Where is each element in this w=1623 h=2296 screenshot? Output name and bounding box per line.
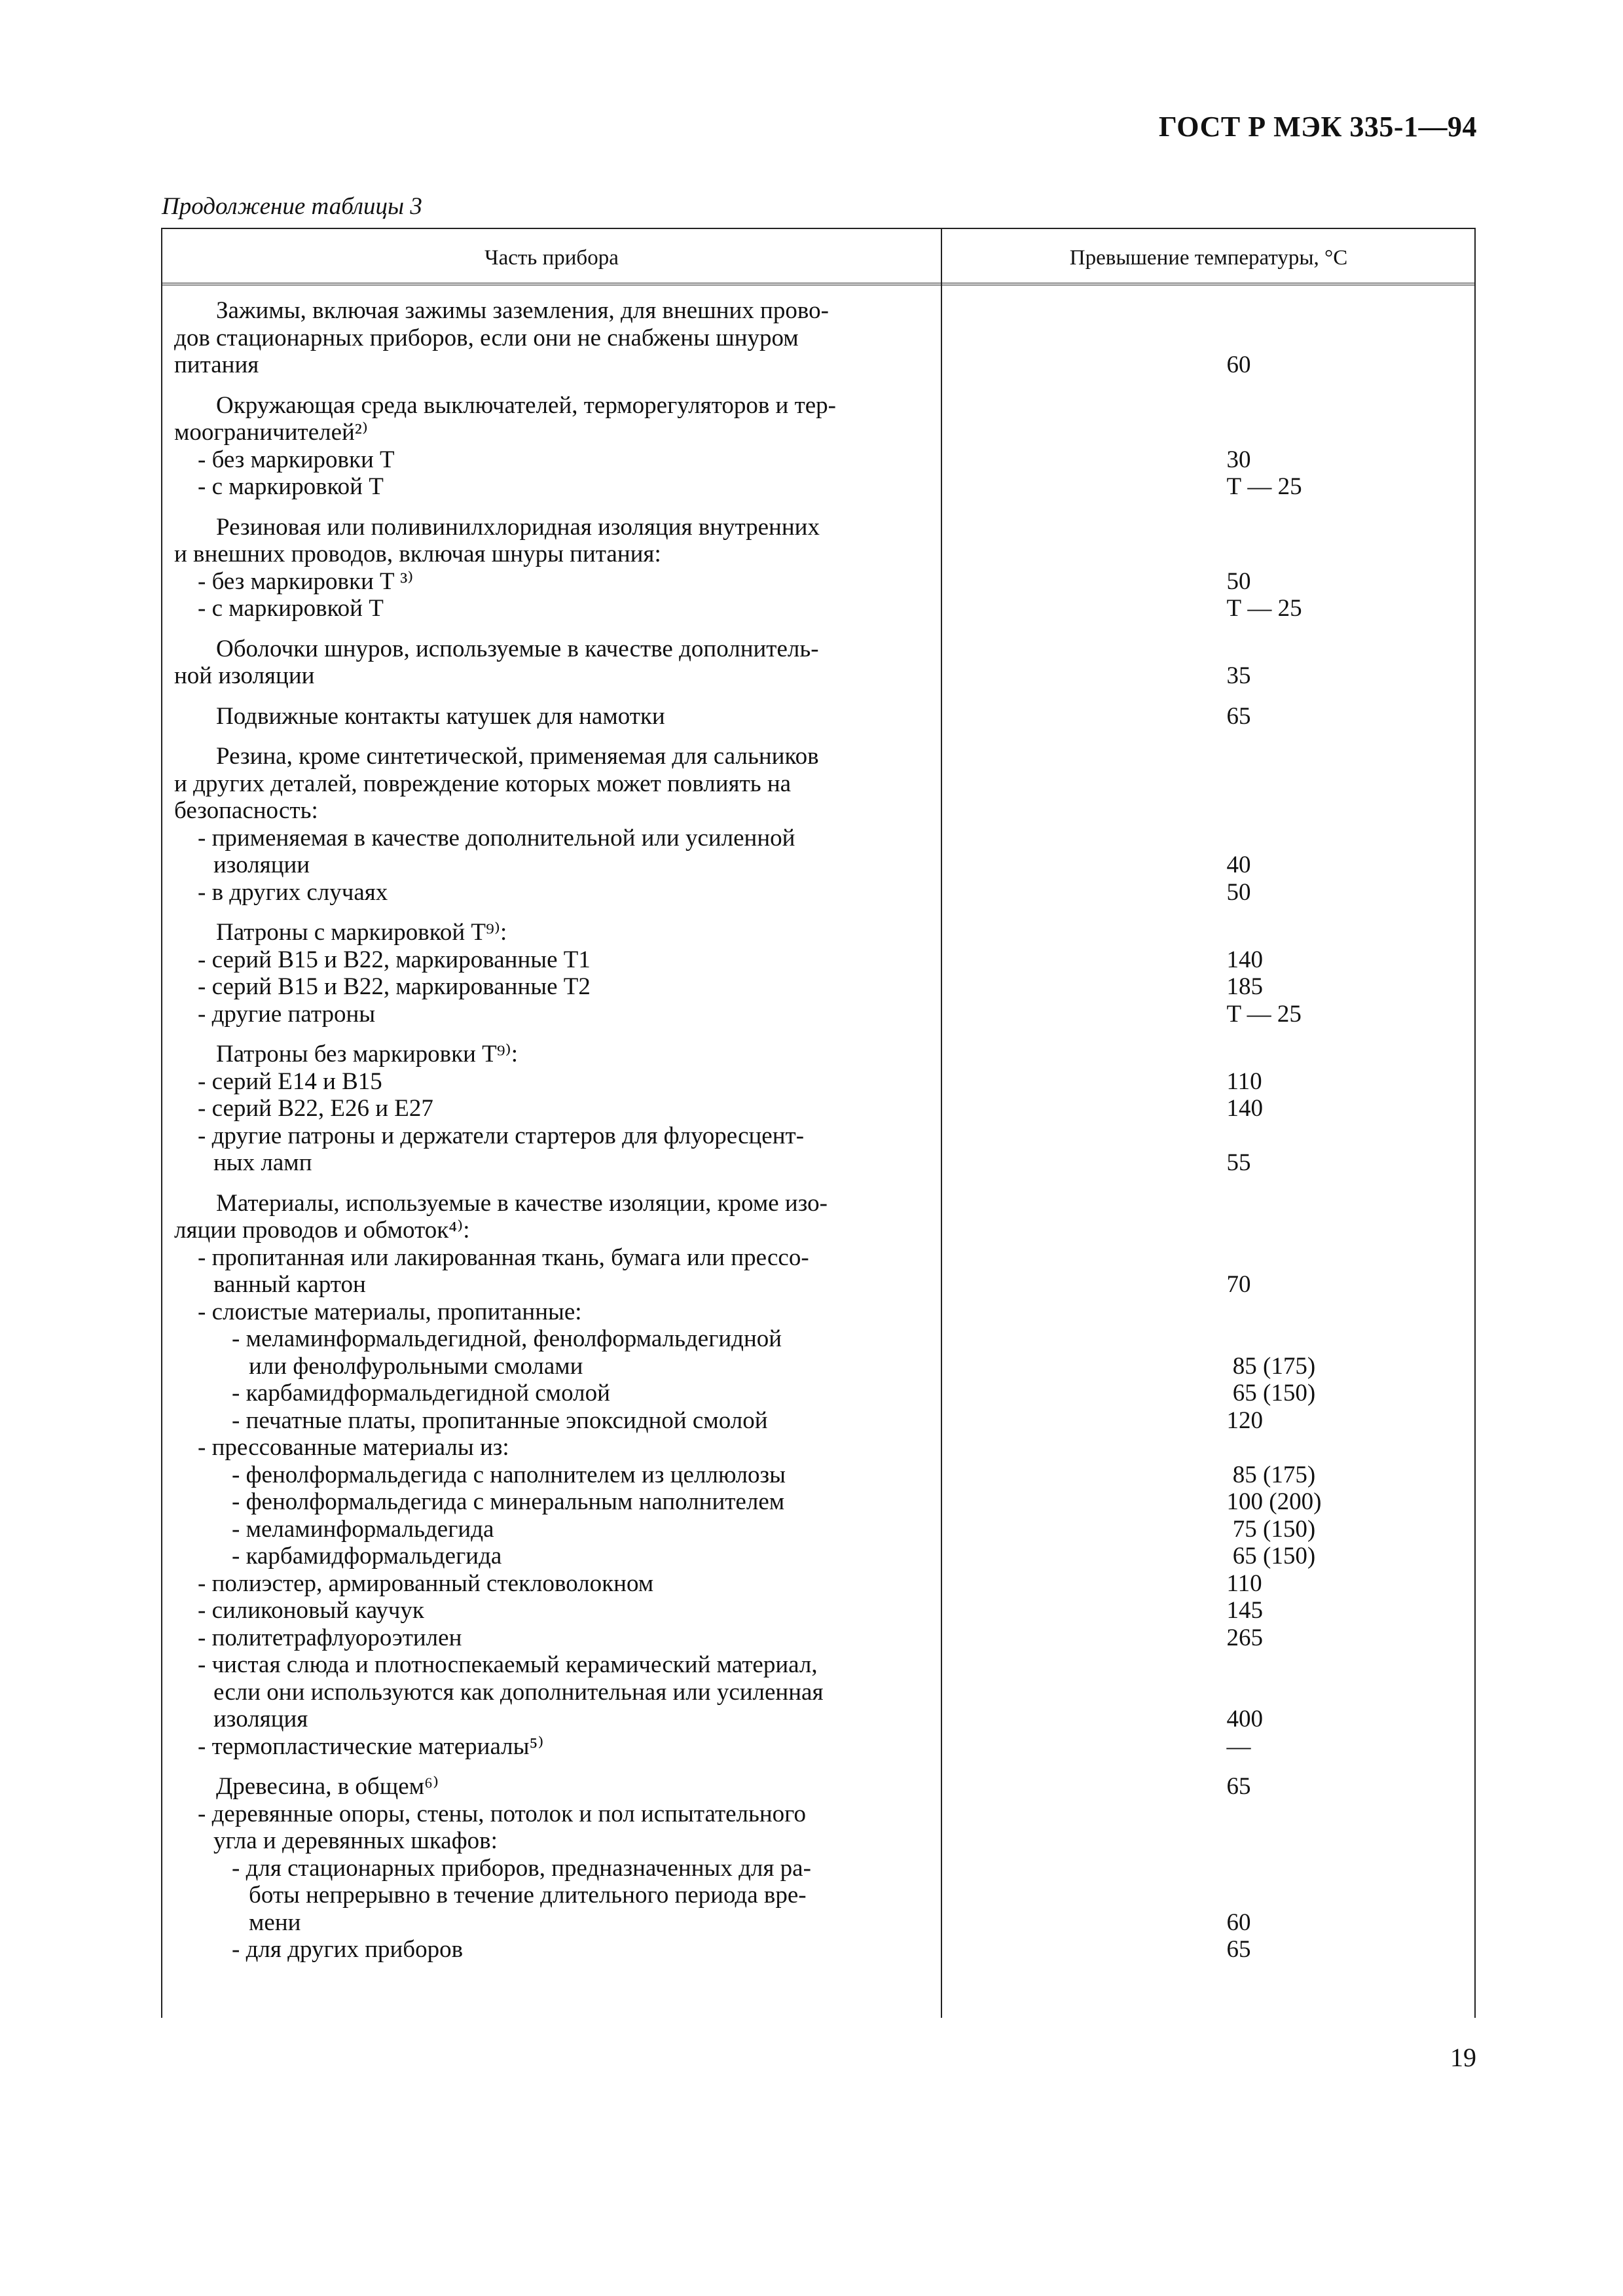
table-row [162,919,1474,946]
table-row [162,1679,1474,1706]
table-row [162,325,1474,352]
row-part-text: - деревянные опоры, стены, потолок и пол испытательного [198,1800,806,1827]
row-part-text: если они используются как дополнительная или усиленная [213,1678,824,1706]
row-gap [162,1177,1474,1190]
row-part-text: - с маркировкой T [198,473,384,500]
row-temperature-value: 145 [1226,1597,1263,1624]
row-part-text: Оболочки шнуров, используемые в качестве дополнитель- [216,635,819,662]
table-row [162,1244,1474,1272]
row-part-text: Патроны без маркировки T⁹⁾: [216,1041,519,1067]
row-temperature-value [940,1122,1475,1150]
table-row [162,1855,1474,1882]
row-part-text: моограничителей²⁾ [174,419,368,446]
row-part-text: - серий B22, E26 и E27 [198,1095,433,1122]
row-part-text: - для стационарных приборов, предназначенных для ра- [232,1854,811,1882]
table-row [162,1299,1474,1326]
table-row [162,1001,1474,1028]
table-row [162,770,1474,798]
row-temperature-value [940,1679,1474,1706]
row-part-text: и внешних проводов, включая шнуры питания: [174,541,661,567]
row-part-text: - полиэстер, армированный стекловолокном [198,1570,654,1597]
row-part-text: - политетрафлуороэтилен [198,1624,462,1651]
table-row [162,446,1474,474]
table-row [162,946,1474,974]
row-temperature-value [940,1325,1474,1353]
row-temperature-value [940,1299,1475,1326]
row-part-text: Патроны с маркировкой T⁹⁾: [216,919,507,946]
document-code: ГОСТ Р МЭК 335-1—94 [1158,111,1477,143]
row-part-text: - в других случаях [198,878,388,906]
row-part-text: изоляции [213,852,310,878]
row-temperature-value [940,419,1475,446]
row-temperature-value: 50 [1226,878,1251,906]
row-temperature-value: 400 [1226,1706,1264,1732]
table-row [162,1041,1474,1068]
table-row [162,568,1474,596]
row-temperature-value: 185 [1226,973,1263,1000]
row-part-text: - для других приборов [232,1936,464,1963]
row-temperature-value: 65 (150) [1226,1380,1316,1407]
row-part-text: угла и деревянных шкафов: [213,1827,498,1854]
table-row [162,351,1474,379]
table-row [162,1570,1474,1598]
row-part-text: - карбамидформальдегидной смолой [232,1380,610,1407]
row-part-text: дов стационарных приборов, если они не снабжены шнуром [174,324,799,351]
table-row [162,297,1474,325]
table-row [162,1095,1474,1122]
row-temperature-value: 110 [1226,1067,1262,1095]
row-temperature-value [940,541,1475,568]
table-row [162,1909,1474,1937]
row-part-text: изоляция [213,1706,308,1732]
row-temperature-value [940,636,1475,663]
table-row [162,1651,1474,1679]
table-row [162,1325,1474,1353]
row-temperature-value: 265 [1226,1624,1263,1651]
table-row [162,541,1474,568]
row-temperature-value: 65 [1226,702,1251,730]
table-row [162,1733,1474,1761]
row-temperature-value: 70 [1226,1271,1251,1298]
row-gap [162,379,1474,392]
row-part-text: Окружающая среда выключателей, терморегуляторов и тер- [216,391,837,419]
row-temperature-value: 60 [1226,1909,1251,1936]
row-gap [162,622,1474,636]
table-row [162,1624,1474,1652]
table-row [162,662,1474,690]
row-temperature-value: 50 [1226,567,1251,595]
table-caption: Продолжение таблицы 3 [162,193,422,220]
row-part-text: Подвижные контакты катушек для намотки [216,702,665,730]
row-temperature-value: — [1226,1732,1251,1760]
row-temperature-value: 100 (200) [1226,1488,1322,1515]
header-rule [162,283,1474,285]
row-temperature-value: T — 25 [1226,1000,1302,1028]
row-part-text: ванный картон [213,1271,366,1298]
table-row [162,1801,1474,1828]
row-temperature-value [940,743,1475,770]
row-part-text: - фенолформальдегида с минеральным наполнителем [232,1488,785,1515]
row-part-text: - пропитанная или лакированная ткань, бумага или прессо- [198,1244,809,1271]
row-temperature-value [940,1190,1475,1217]
row-gap [162,1028,1474,1041]
row-part-text: боты непрерывно в течение длительного периода вре- [249,1882,807,1909]
row-part-text: - термопластические материалы⁵⁾ [198,1732,544,1760]
column-header-part: Часть прибора [484,246,619,270]
row-temperature-value [940,1827,1474,1855]
row-part-text: ляции проводов и обмоток⁴⁾: [174,1217,470,1244]
table-row [162,1773,1474,1801]
row-temperature-value: 30 [1226,446,1251,473]
table-row [162,419,1474,446]
table-row [162,1462,1474,1489]
table-row [162,1936,1474,1964]
row-part-text: Древесина, в общем⁶⁾ [216,1773,439,1800]
table-row [162,1380,1474,1407]
page-number: 19 [1450,2043,1476,2072]
table-row [162,1597,1474,1624]
table-row [162,473,1474,501]
row-temperature-value [940,297,1475,325]
row-temperature-value [940,1882,1474,1909]
row-temperature-value [940,514,1475,541]
table-row [162,879,1474,906]
row-part-text: Резиновая или поливинилхлоридная изоляция внутренних [216,513,820,541]
table-row [162,1516,1474,1543]
row-temperature-value [940,1434,1475,1462]
row-part-text: - слоистые материалы, пропитанные: [198,1298,582,1325]
row-temperature-value: 65 [1226,1773,1251,1800]
row-part-text: - печатные платы, пропитанные эпоксидной смолой [232,1407,768,1434]
row-temperature-value: 40 [1226,852,1251,878]
row-part-text: - другие патроны и держатели стартеров для флуоресцент- [198,1122,805,1149]
table-row [162,1190,1474,1217]
row-temperature-value: 65 (150) [1226,1543,1316,1570]
row-part-text: мени [249,1909,301,1936]
table-row [162,636,1474,663]
table-row [162,514,1474,541]
table-row [162,743,1474,770]
row-part-text: - фенолформальдегида с наполнителем из целлюлозы [232,1461,786,1488]
table-row [162,1068,1474,1096]
column-header-temperature: Превышение температуры, °С [1069,246,1348,270]
row-temperature-value [940,1801,1475,1828]
row-part-text: безопасность: [174,797,318,824]
table-row [162,1353,1474,1380]
row-temperature-value: Т — 25 [1226,595,1302,622]
row-part-text: - силиконовый каучук [198,1597,424,1624]
row-part-text: - прессованные материалы из: [198,1434,509,1461]
row-temperature-value: 60 [1226,351,1251,378]
table-row [162,1271,1474,1299]
row-temperature-value [940,1651,1475,1679]
row-part-text: - серий B15 и B22, маркированные T2 [198,973,591,1000]
row-temperature-value [940,1244,1475,1272]
row-part-text: - меламинформальдегида [232,1515,494,1543]
row-part-text: - серий B15 и B22, маркированные T1 [198,946,591,973]
row-temperature-value [940,1855,1474,1882]
row-part-text: и других деталей, повреждение которых может повлиять на [174,770,792,797]
table-row [162,1706,1474,1733]
temperature-table [161,228,1476,2018]
row-gap [162,730,1474,743]
table-row [162,1217,1474,1244]
row-part-text: Резина, кроме синтетической, применяемая для сальников [216,743,819,770]
row-gap [162,501,1474,514]
row-part-text: питания [174,351,259,378]
row-temperature-value: 65 [1226,1936,1251,1963]
table-row [162,852,1474,879]
row-temperature-value [940,770,1475,798]
row-part-text: ной изоляции [174,662,315,689]
table-row [162,1827,1474,1855]
row-part-text: - применяемая в качестве дополнительной или усиленной [198,824,795,852]
row-part-text: - без маркировки T ³⁾ [198,567,414,595]
table-row [162,1488,1474,1516]
row-gap [162,1760,1474,1773]
table-row [162,392,1474,420]
table-row [162,1882,1474,1909]
row-temperature-value [940,797,1475,825]
table-row [162,973,1474,1001]
row-temperature-value: 55 [1226,1149,1251,1176]
row-part-text: - серий E14 и B15 [198,1067,382,1095]
row-part-text: ных ламп [213,1149,312,1176]
row-temperature-value [940,392,1475,420]
row-temperature-value: 35 [1226,662,1251,689]
row-temperature-value: 75 (150) [1226,1515,1316,1543]
row-part-text: - другие патроны [198,1000,376,1028]
table-row [162,1122,1474,1150]
table-row [162,595,1474,622]
row-temperature-value: 85 (175) [1226,1352,1316,1380]
table-body [162,297,1474,1964]
row-temperature-value [940,1041,1475,1068]
table-row [162,703,1474,730]
row-temperature-value: 85 (175) [1226,1461,1316,1488]
row-part-text: - чистая слюда и плотноспекаемый керамический материал, [198,1651,818,1678]
row-part-text: - меламинформальдегидной, фенолформальдегидной [232,1325,782,1352]
row-part-text: - карбамидформальдегида [232,1543,502,1570]
table-row [162,1434,1474,1462]
table-row [162,825,1474,852]
row-temperature-value: 110 [1226,1570,1262,1597]
row-temperature-value [940,919,1475,946]
row-part-text: или фенолфурольными смолами [249,1352,583,1380]
table-row [162,1543,1474,1570]
row-gap [162,690,1474,703]
row-part-text: Зажимы, включая зажимы заземления, для внешних прово- [216,297,829,324]
row-temperature-value: 120 [1226,1407,1264,1434]
row-temperature-value: 140 [1226,1095,1263,1122]
row-part-text: - с маркировкой T [198,595,384,622]
row-temperature-value [940,825,1475,852]
row-temperature-value: 140 [1226,946,1263,973]
row-temperature-value [940,1217,1475,1244]
table-row [162,797,1474,825]
row-temperature-value: Т — 25 [1226,473,1302,500]
table-row [162,1407,1474,1435]
table-row [162,1149,1474,1177]
row-part-text: Материалы, используемые в качестве изоляции, кроме изо- [216,1189,828,1217]
row-part-text: - без маркировки T [198,446,395,473]
row-temperature-value [940,325,1475,352]
row-gap [162,906,1474,919]
